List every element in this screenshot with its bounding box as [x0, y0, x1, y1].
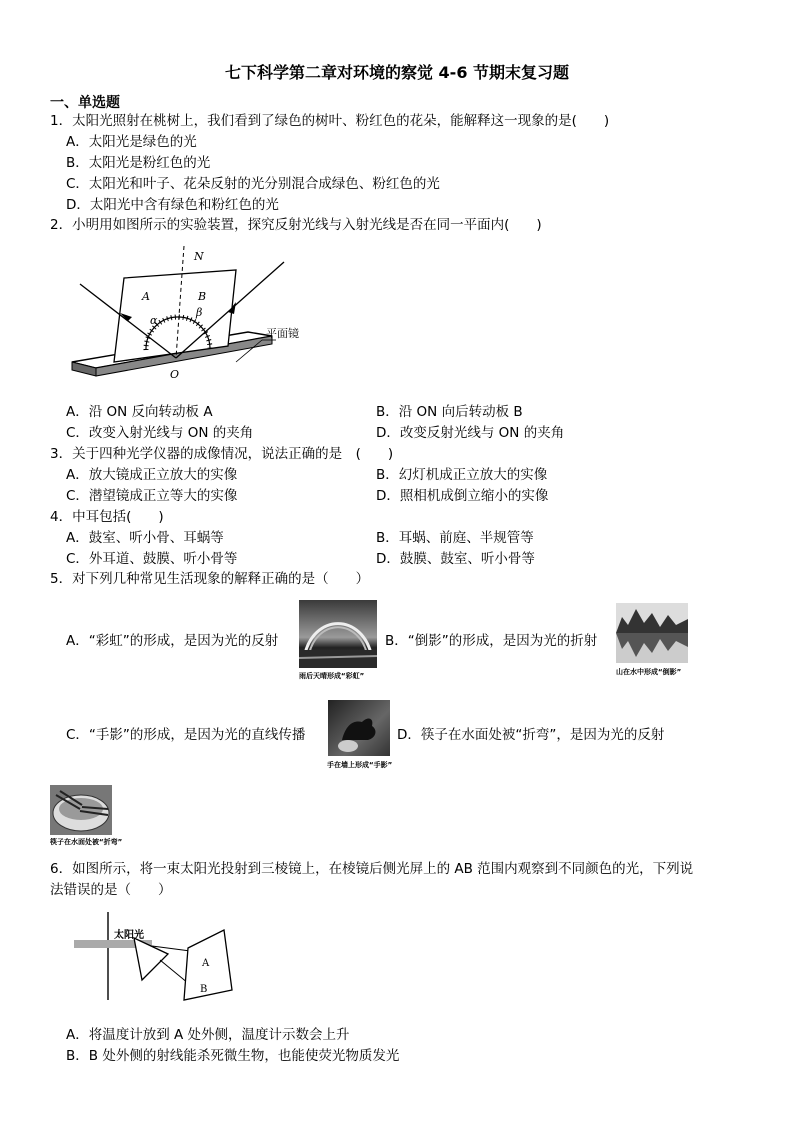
figure-label-o: O: [170, 368, 180, 381]
rainbow-photo: [299, 600, 377, 668]
figure-label-alpha: α: [150, 314, 158, 327]
question-3-option-d[interactable]: D．照相机成倒立缩小的实像: [376, 488, 549, 504]
question-6-option-a[interactable]: A．将温度计放到 A 处外侧，温度计示数会上升: [66, 1027, 350, 1043]
question-3-option-a[interactable]: A．放大镜成正立放大的实像: [66, 467, 238, 483]
figure-label-beta: β: [196, 306, 203, 319]
question-2-option-a[interactable]: A．沿 ON 反向转动板 A: [66, 404, 213, 420]
hand-shadow-photo-caption: 手在墙上形成“手影”: [327, 761, 393, 769]
rainbow-photo-caption: 雨后天晴形成“彩虹”: [299, 672, 365, 680]
question-5-option-b[interactable]: B．“倒影”的形成，是因为光的折射: [385, 633, 598, 649]
question-1-option-c[interactable]: C．太阳光和叶子、花朵反射的光分别混合成绿色、粉红色的光: [66, 176, 440, 192]
question-6-stem-line2: 法错误的是（ ）: [50, 882, 172, 898]
hand-shadow-photo: [328, 700, 390, 756]
question-6-option-b[interactable]: B．B 处外侧的射线能杀死微生物，也能使荧光物质发光: [66, 1048, 400, 1064]
chopsticks-photo-caption: 筷子在水面处被“折弯”: [50, 838, 123, 846]
question-1-stem: 1．太阳光照射在桃树上，我们看到了绿色的树叶、粉红色的花朵，能解释这一现象的是( ): [50, 113, 610, 129]
question-2-option-d[interactable]: D．改变反射光线与 ON 的夹角: [376, 425, 565, 441]
question-2-stem: 2．小明用如图所示的实验装置，探究反射光线与入射光线是否在同一平面内( ): [50, 217, 542, 233]
question-4-stem: 4．中耳包括( ): [50, 509, 164, 525]
figure-label-point-a: A: [202, 958, 210, 969]
question-4-option-c[interactable]: C．外耳道、鼓膜、听小骨等: [66, 551, 238, 567]
question-5-option-c[interactable]: C．“手影”的形成，是因为光的直线传播: [66, 727, 306, 743]
question-6-stem-line1: 6．如图所示，将一束太阳光投射到三棱镜上，在棱镜后侧光屏上的 AB 范围内观察到不同颜色的光，下列说: [50, 861, 694, 877]
question-1-option-d[interactable]: D．太阳光中含有绿色和粉红色的光: [66, 197, 279, 213]
reflection-photo-caption: 山在水中形成“倒影”: [616, 668, 682, 676]
figure-label-mirror: 平面镜: [266, 327, 299, 340]
section-heading: 一、单选题: [50, 95, 120, 111]
question-3-stem: 3．关于四种光学仪器的成像情况，说法正确的是 ( ): [50, 446, 394, 462]
chopsticks-bowl-photo: [50, 785, 112, 835]
question-1-option-a[interactable]: A．太阳光是绿色的光: [66, 134, 197, 150]
question-1-option-b[interactable]: B．太阳光是粉红色的光: [66, 155, 211, 171]
figure-label-point-b: B: [200, 984, 208, 995]
figure-label-n: N: [194, 250, 204, 263]
question-2-option-b[interactable]: B．沿 ON 向后转动板 B: [376, 404, 523, 420]
question-3-option-c[interactable]: C．潜望镜成正立等大的实像: [66, 488, 238, 504]
question-3-option-b[interactable]: B．幻灯机成正立放大的实像: [376, 467, 548, 483]
question-5-stem: 5．对下列几种常见生活现象的解释正确的是（ ）: [50, 571, 370, 587]
question-4-option-a[interactable]: A．鼓室、听小骨、耳蜗等: [66, 530, 224, 546]
question-4-option-d[interactable]: D．鼓膜、鼓室、听小骨等: [376, 551, 535, 567]
figure-label-sunlight: 太阳光: [114, 930, 144, 941]
question-5-option-a[interactable]: A．“彩虹”的形成，是因为光的反射: [66, 633, 279, 649]
reflection-experiment-figure: [66, 240, 316, 390]
figure-label-b: B: [198, 290, 207, 303]
question-5-option-d[interactable]: D．筷子在水面处被“折弯”，是因为光的反射: [397, 727, 665, 743]
question-4-option-b[interactable]: B．耳蜗、前庭、半规管等: [376, 530, 534, 546]
page-title: 七下科学第二章对环境的察觉 4-6 节期末复习题: [224, 63, 570, 82]
question-2-option-c[interactable]: C．改变入射光线与 ON 的夹角: [66, 425, 254, 441]
mountain-reflection-photo: [616, 603, 688, 663]
figure-label-a: A: [142, 290, 150, 303]
prism-dispersion-figure: [72, 908, 252, 1012]
